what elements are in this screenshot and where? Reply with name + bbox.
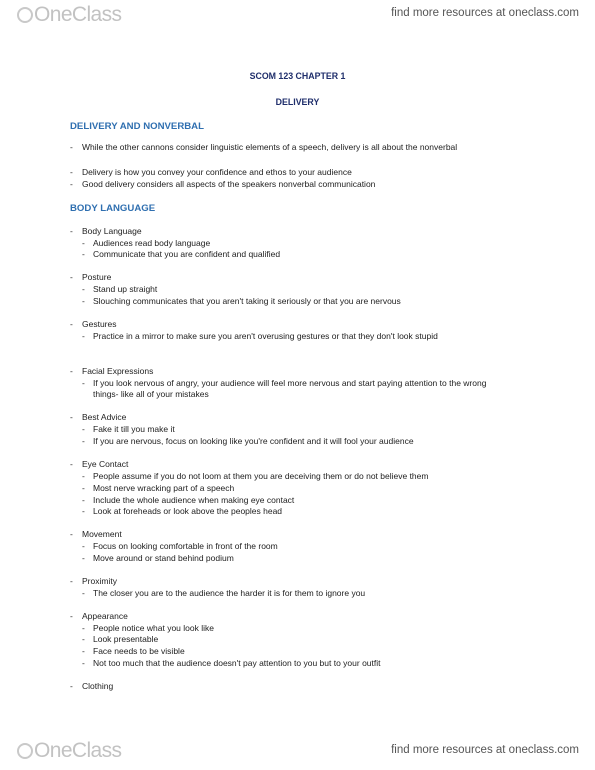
bullet-dash: -: [82, 436, 85, 446]
bullet-dash: -: [82, 495, 85, 505]
bullet-text: The closer you are to the audience the harder it is for them to ignore you: [93, 588, 366, 598]
sub-list-item: [82, 331, 512, 342]
list-item: [70, 529, 530, 540]
oneclass-logo-text: OneClass: [34, 3, 122, 26]
bullet-dash: -: [70, 319, 73, 329]
bullet-text: Fake it till you make it: [93, 424, 175, 434]
bullet-dash: -: [82, 506, 85, 516]
bullet-dash: -: [70, 179, 73, 189]
bullet-text: Facial Expressions: [82, 366, 154, 376]
document-subtitle: DELIVERY: [275, 97, 320, 107]
sub-list-item: [82, 378, 512, 400]
oneclass-logo[interactable]: [17, 3, 121, 27]
page-footer: [0, 736, 595, 770]
bullet-dash: -: [82, 634, 85, 644]
list-item: [70, 167, 530, 178]
bullet-text: Appearance: [82, 611, 128, 621]
bullet-text: Posture: [82, 272, 112, 282]
bullet-dash: -: [82, 471, 85, 481]
bullet-text: Stand up straight: [93, 284, 158, 294]
sub-list-item: [82, 471, 512, 482]
bullet-text: Body Language: [82, 226, 142, 236]
sub-list-item: [82, 495, 512, 506]
bullet-dash: -: [82, 623, 85, 633]
bullet-text: Focus on looking comfortable in front of the room: [93, 541, 278, 551]
bullet-dash: -: [82, 284, 85, 294]
bullet-text: Look at foreheads or look above the peoples head: [93, 506, 283, 516]
bullet-text: If you are nervous, focus on looking like you're confident and it will fool your audience: [93, 436, 414, 446]
header-resources-link[interactable]: find more resources at oneclass.com: [391, 7, 579, 19]
bullet-dash: -: [82, 646, 85, 656]
bullet-text: While the other cannons consider linguistic elements of a speech, delivery is all about the nonverbal: [82, 142, 458, 152]
sub-list-item: [82, 623, 512, 634]
oneclass-logo-footer[interactable]: [17, 739, 121, 763]
bullet-dash: -: [82, 541, 85, 551]
bullet-dash: -: [82, 249, 85, 259]
bullet-text: Most nerve wracking part of a speech: [93, 483, 235, 493]
bullet-text: Move around or stand behind podium: [93, 553, 234, 563]
sub-list-item: [82, 634, 512, 645]
list-item: [70, 412, 530, 423]
bullet-text: Look presentable: [93, 634, 159, 644]
list-item: [70, 272, 530, 283]
sub-list-item: [82, 588, 512, 599]
bullet-text: People assume if you do not loom at them you are deceiving them or do not believe them: [93, 471, 429, 481]
oneclass-logo-icon: [17, 743, 33, 759]
oneclass-logo-text: OneClass: [34, 739, 122, 762]
bullet-text: Practice in a mirror to make sure you aren't overusing gestures or that they don't look stupid: [93, 331, 438, 341]
sub-list-item: [82, 249, 512, 260]
section-heading-body-language: BODY LANGUAGE: [70, 203, 156, 214]
oneclass-logo-icon: [17, 7, 33, 23]
bullet-dash: -: [82, 588, 85, 598]
bullet-text: If you look nervous of angry, your audience will feel more nervous and start paying attention to the wrong things- like all of your mistakes: [93, 378, 487, 399]
bullet-dash: -: [82, 424, 85, 434]
bullet-text: Eye Contact: [82, 459, 129, 469]
list-item: [70, 611, 530, 622]
bullet-text: Clothing: [82, 681, 114, 691]
bullet-dash: -: [82, 331, 85, 341]
bullet-text: Good delivery considers all aspects of the speakers nonverbal communication: [82, 179, 376, 189]
bullet-dash: -: [70, 226, 73, 236]
bullet-text: Gestures: [82, 319, 117, 329]
bullet-text: Slouching communicates that you aren't taking it seriously or that you are nervous: [93, 296, 401, 306]
bullet-dash: -: [82, 238, 85, 248]
list-item: [70, 226, 530, 237]
sub-list-item: [82, 658, 512, 669]
bullet-dash: -: [70, 412, 73, 422]
bullet-text: Proximity: [82, 576, 117, 586]
sub-list-item: [82, 424, 512, 435]
bullet-dash: -: [70, 611, 73, 621]
bullet-dash: -: [82, 553, 85, 563]
bullet-text: People notice what you look like: [93, 623, 214, 633]
sub-list-item: [82, 553, 512, 564]
bullet-text: Best Advice: [82, 412, 127, 422]
bullet-dash: -: [82, 483, 85, 493]
document-title: SCOM 123 CHAPTER 1: [249, 71, 346, 81]
list-item: [70, 319, 530, 330]
bullet-dash: -: [70, 529, 73, 539]
list-item: [70, 366, 530, 377]
bullet-dash: -: [70, 272, 73, 282]
footer-resources-link[interactable]: find more resources at oneclass.com: [391, 744, 579, 756]
sub-list-item: [82, 296, 512, 307]
bullet-dash: -: [70, 576, 73, 586]
bullet-dash: -: [70, 167, 73, 177]
bullet-dash: -: [82, 296, 85, 306]
list-item: [70, 179, 530, 190]
sub-list-item: [82, 483, 512, 494]
sub-list-item: [82, 436, 512, 447]
bullet-text: Audiences read body language: [93, 238, 211, 248]
bullet-dash: -: [70, 366, 73, 376]
bullet-dash: -: [70, 142, 73, 152]
bullet-text: Face needs to be visible: [93, 646, 185, 656]
sub-list-item: [82, 238, 512, 249]
bullet-dash: -: [70, 681, 73, 691]
bullet-dash: -: [70, 459, 73, 469]
bullet-dash: -: [82, 658, 85, 668]
list-item: [70, 459, 530, 470]
bullet-text: Communicate that you are confident and qualified: [93, 249, 281, 259]
bullet-text: Include the whole audience when making eye contact: [93, 495, 295, 505]
list-item: [70, 681, 530, 692]
sub-list-item: [82, 506, 512, 517]
bullet-text: Delivery is how you convey your confidence and ethos to your audience: [82, 167, 352, 177]
page-header: [0, 0, 595, 30]
sub-list-item: [82, 284, 512, 295]
section-heading-delivery-nonverbal: DELIVERY AND NONVERBAL: [70, 121, 204, 132]
bullet-text: Not too much that the audience doesn't pay attention to you but to your outfit: [93, 658, 381, 668]
sub-list-item: [82, 541, 512, 552]
sub-list-item: [82, 646, 512, 657]
bullet-dash: -: [82, 378, 85, 388]
bullet-text: Movement: [82, 529, 122, 539]
list-item: [70, 576, 530, 587]
list-item: [70, 142, 530, 153]
